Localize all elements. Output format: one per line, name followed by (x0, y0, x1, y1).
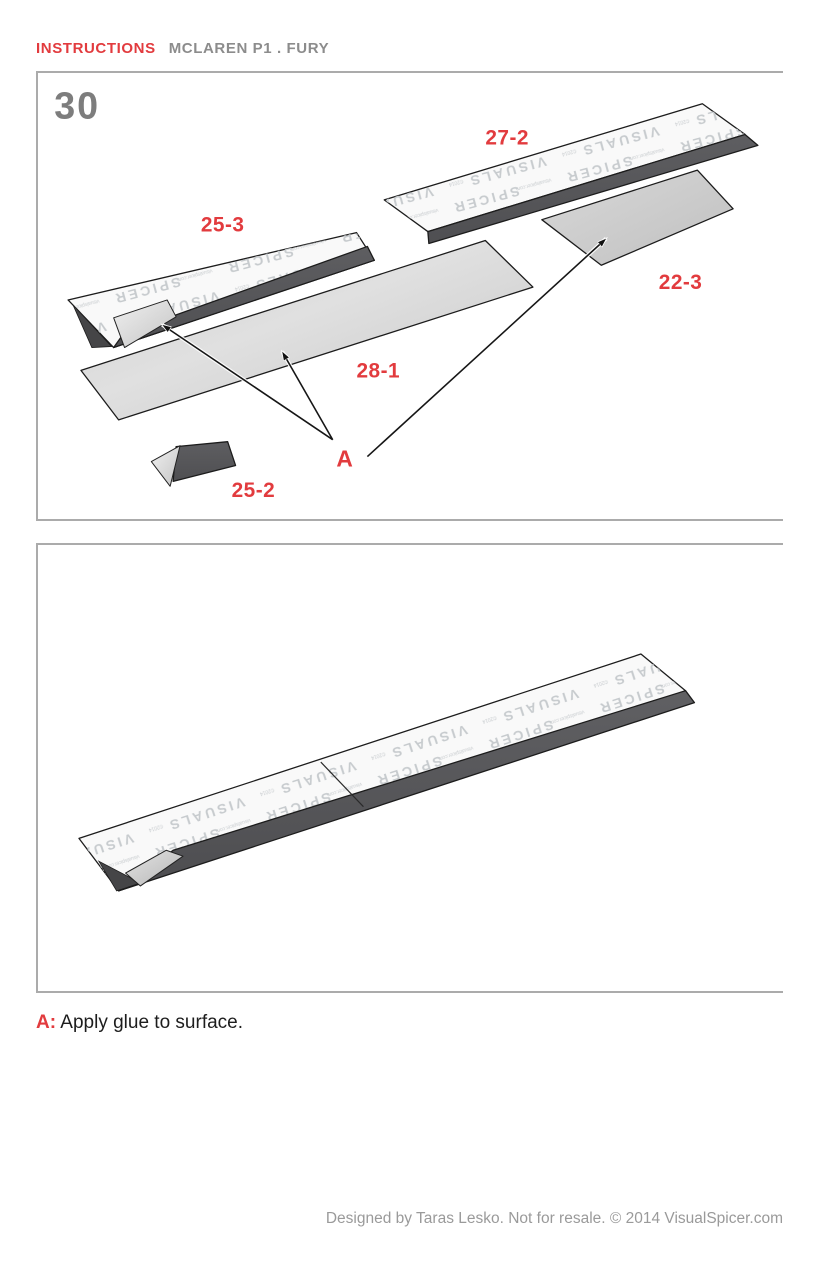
part-25-2-fold-edge (173, 442, 235, 482)
step-number: 30 (54, 84, 101, 127)
footer-credit: Designed by Taras Lesko. Not for resale. © 2014 VisualSpicer.com (325, 1210, 783, 1227)
part-25-2 (151, 442, 235, 487)
page-title: INSTRUCTIONS (36, 40, 156, 57)
label-25-3: 25-3 (200, 213, 245, 237)
label-25-2: 25-2 (231, 479, 276, 503)
label-27-2: 27-2 (485, 126, 529, 150)
exploded-parts-panel (36, 71, 783, 521)
header (36, 40, 329, 57)
assembled-strip (79, 654, 694, 891)
assembled-result-diagram (38, 545, 783, 991)
label-glue-a: A (336, 445, 353, 472)
label-28-1: 28-1 (356, 359, 401, 383)
exploded-parts-diagram (38, 73, 783, 519)
arrow-to-28-1 (282, 352, 333, 440)
assembled-strip-fold-edge (119, 691, 695, 891)
glue-note (36, 1012, 243, 1034)
glue-note-marker: A: (36, 1012, 57, 1033)
label-22-3: 22-3 (658, 271, 703, 295)
glue-note-text: Apply glue to surface. (56, 1012, 244, 1033)
model-name: MCLAREN P1 . FURY (168, 40, 330, 57)
assembled-result-panel (36, 543, 783, 993)
